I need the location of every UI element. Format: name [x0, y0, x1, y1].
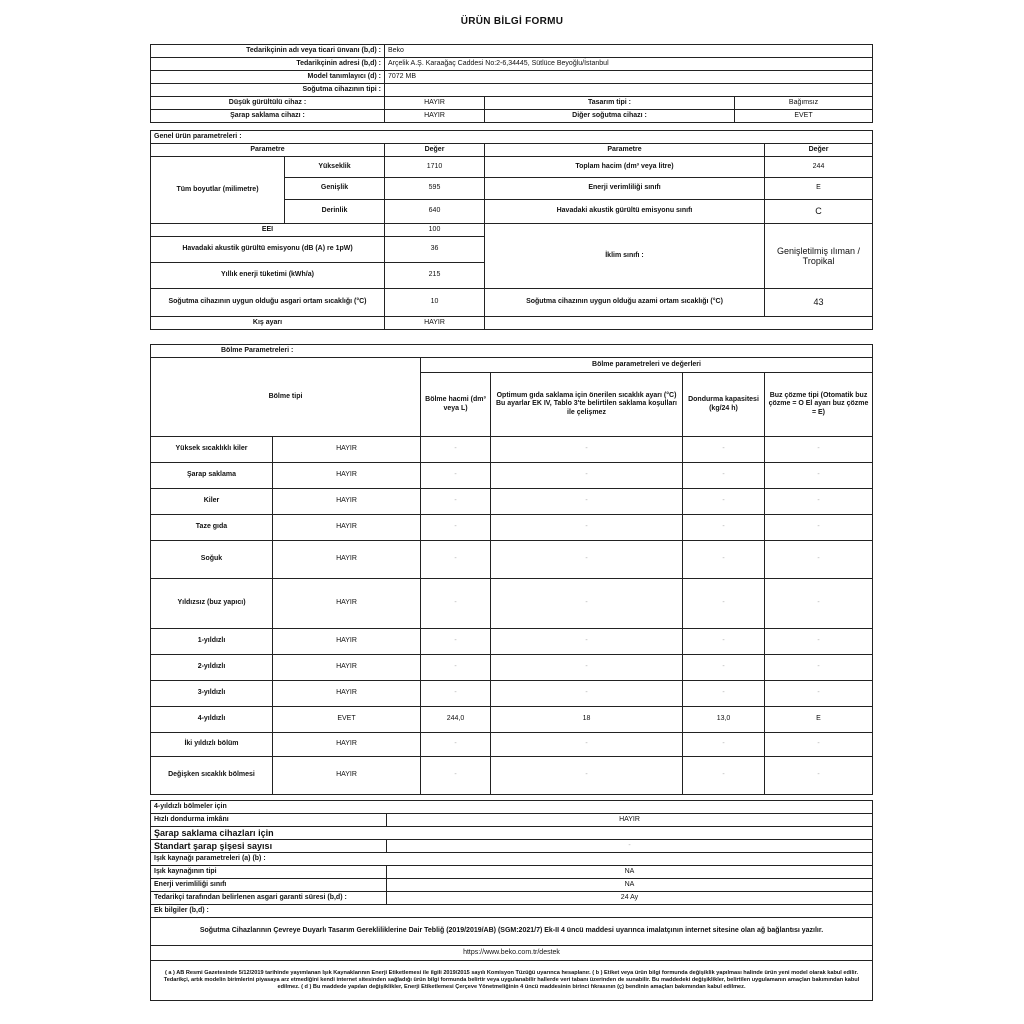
- wine-storage-heading: Şarap saklama cihazları için: [151, 827, 873, 840]
- footnote-text: ( a ) AB Resmi Gazetesinde 5/12/2019 tarihinde yayımlanan Işık Kaynaklarının Enerji Etiketlemesi ile ilgili 2019/2015 sayılı Komisyon Tüzüğü uyarınca hesaplanır. ( b ) Etiket veya ürün bilgi formunda değişiklik yapılması halinde ürün yeni model olarak kabul edilir. Tedarikçi, artık modelin birimlerini piyasaya arz etmediğini kendi internet sitesinden sağladığı ürün bilgi formunda belirtir veya uygulanabilir hallerde veri tabanı üzerinden de sunabilir. Bu maddedeki değişiklikler, belirtilen uygulamanın amaçları bakımından kabul edilmez. ( d ) Bu maddede yapılan değişiklikler, Enerji Etiketlemesi Çerçeve Yönetmeliğinin 4 üncü maddesinin birinci fıkrasının (ç) bendinin amaçları bakımından kabul edilmez.: [151, 961, 873, 1001]
- compartment-row: [151, 757, 873, 795]
- width-label: Genişlik: [285, 178, 385, 200]
- compartment-volume: -: [421, 757, 491, 795]
- compartment-defrost-type: -: [765, 629, 873, 655]
- compartment-row: [151, 541, 873, 579]
- compartment-freeze-header: Dondurma kapasitesi (kg/24 h): [683, 373, 765, 437]
- compartment-temperature: -: [491, 541, 683, 579]
- energy-class-value: E: [765, 178, 873, 200]
- min-ambient-temp-value: 10: [385, 289, 485, 317]
- compartment-row: [151, 629, 873, 655]
- total-volume-value: 244: [765, 157, 873, 178]
- compartment-row: [151, 681, 873, 707]
- wine-bottles-label: Standart şarap şişesi sayısı: [151, 840, 387, 853]
- light-source-type-label: Işık kaynağının tipi: [151, 866, 387, 879]
- compartment-defrost-type: -: [765, 489, 873, 515]
- compartment-temperature: -: [491, 629, 683, 655]
- model-value: 7072 MB: [385, 71, 873, 84]
- regulation-text: Soğutma Cihazlarının Çevreye Duyarlı Tasarım Gerekliliklerine Dair Tebliğ (2019/2019/AB) (SGM:2021/7) Ek-II 4 üncü maddesi uyarınca imalatçının internet sitesine olan ağ bağlantısı yazılır.: [151, 918, 873, 946]
- eei-label: EEI: [151, 224, 385, 237]
- compartment-volume: -: [421, 489, 491, 515]
- compartment-freeze-capacity: 13,0: [683, 707, 765, 733]
- compartment-temp-header: Optimum gıda saklama için önerilen sıcaklık ayarı (°C) Bu ayarlar EK IV, Tablo 3'te belirtilen saklama koşulları ile çelişmez: [491, 373, 683, 437]
- supplier-name-value: Beko: [385, 45, 873, 58]
- compartment-row: [151, 655, 873, 681]
- compartment-name: Şarap saklama: [151, 463, 273, 489]
- light-source-heading: Işık kaynağı parametreleri (a) (b) :: [151, 853, 873, 866]
- compartment-volume: -: [421, 681, 491, 707]
- climate-class-label: İklim sınıfı :: [485, 224, 765, 289]
- compartment-row: [151, 437, 873, 463]
- compartment-present: HAYIR: [273, 681, 421, 707]
- model-label: Model tanımlayıcı (d) :: [151, 71, 385, 84]
- low-noise-value: HAYIR: [385, 97, 485, 110]
- compartment-present: HAYIR: [273, 733, 421, 757]
- height-value: 1710: [385, 157, 485, 178]
- compartment-freeze-capacity: -: [683, 579, 765, 629]
- depth-value: 640: [385, 200, 485, 224]
- compartment-volume: -: [421, 579, 491, 629]
- depth-label: Derinlik: [285, 200, 385, 224]
- compartment-name: 1-yıldızlı: [151, 629, 273, 655]
- compartment-defrost-type: -: [765, 541, 873, 579]
- winter-setting-label: Kış ayarı: [151, 317, 385, 330]
- max-ambient-temp-label: Soğutma cihazının uygun olduğu azami ortam sıcaklığı (°C): [485, 289, 765, 317]
- compartment-table: [150, 344, 873, 795]
- additional-info-heading: Ek bilgiler (b,d) :: [151, 905, 873, 918]
- compartment-defrost-type: -: [765, 463, 873, 489]
- design-type-value: Bağımsız: [735, 97, 873, 110]
- compartment-defrost-type: -: [765, 437, 873, 463]
- compartment-defrost-type: -: [765, 733, 873, 757]
- warranty-label: Tedarikçi tarafından belirlenen asgari garanti süresi (b,d) :: [151, 892, 387, 905]
- max-ambient-temp-value: 43: [765, 289, 873, 317]
- compartment-type-header: Bölme tipi: [151, 358, 421, 437]
- compartment-temperature: -: [491, 489, 683, 515]
- compartment-defrost-type: -: [765, 757, 873, 795]
- param-header-right: Parametre: [485, 144, 765, 157]
- compartment-row: [151, 579, 873, 629]
- compartment-freeze-capacity: -: [683, 437, 765, 463]
- compartment-defrost-type: -: [765, 515, 873, 541]
- compartment-group-header: Bölme parametreleri ve değerleri: [421, 358, 873, 373]
- compartment-temperature: -: [491, 579, 683, 629]
- appliance-type-value: [385, 84, 873, 97]
- value-header-left: Değer: [385, 144, 485, 157]
- compartment-present: EVET: [273, 707, 421, 733]
- compartment-freeze-capacity: -: [683, 655, 765, 681]
- compartment-present: HAYIR: [273, 757, 421, 795]
- min-ambient-temp-label: Soğutma cihazının uygun olduğu asgari ortam sıcaklığı (°C): [151, 289, 385, 317]
- other-appliance-value: EVET: [735, 110, 873, 123]
- fast-freeze-label: Hızlı dondurma imkânı: [151, 814, 387, 827]
- light-energy-class-label: Enerji verimliliği sınıfı: [151, 879, 387, 892]
- param-header-left: Parametre: [151, 144, 385, 157]
- appliance-type-label: Soğutma cihazının tipi :: [151, 84, 385, 97]
- compartment-defrost-type: -: [765, 681, 873, 707]
- width-value: 595: [385, 178, 485, 200]
- low-noise-label: Düşük gürültülü cihaz :: [151, 97, 385, 110]
- noise-class-value: C: [765, 200, 873, 224]
- noise-emission-value: 36: [385, 237, 485, 263]
- compartment-temperature: -: [491, 733, 683, 757]
- supplier-table: [150, 44, 873, 123]
- wine-appliance-label: Şarap saklama cihazı :: [151, 110, 385, 123]
- compartment-name: Taze gıda: [151, 515, 273, 541]
- compartment-volume: -: [421, 629, 491, 655]
- compartment-temperature: -: [491, 655, 683, 681]
- design-type-label: Tasarım tipi :: [485, 97, 735, 110]
- compartment-present: HAYIR: [273, 463, 421, 489]
- four-star-heading: 4-yıldızlı bölmeler için: [151, 801, 873, 814]
- general-parameters-heading: Genel ürün parametreleri :: [151, 131, 873, 144]
- compartment-volume: -: [421, 437, 491, 463]
- climate-class-value: [765, 224, 873, 289]
- noise-emission-label: Havadaki akustik gürültü emisyonu (dB (A) re 1pW): [151, 237, 385, 263]
- wine-appliance-value: HAYIR: [385, 110, 485, 123]
- compartment-section-heading: Bölme Parametreleri :: [151, 345, 873, 358]
- energy-class-label: Enerji verimliliği sınıfı: [485, 178, 765, 200]
- compartment-freeze-capacity: -: [683, 463, 765, 489]
- total-volume-label: Toplam hacim (dm³ veya litre): [485, 157, 765, 178]
- compartment-temperature: 18: [491, 707, 683, 733]
- compartment-volume: -: [421, 655, 491, 681]
- compartment-volume: -: [421, 733, 491, 757]
- compartment-present: HAYIR: [273, 629, 421, 655]
- compartment-volume: -: [421, 541, 491, 579]
- compartment-freeze-capacity: -: [683, 489, 765, 515]
- compartment-rows: [151, 437, 873, 795]
- climate-class-line-2: Tropikal: [802, 256, 835, 266]
- wine-bottles-value: -: [387, 840, 873, 853]
- noise-class-label: Havadaki akustik gürültü emisyonu sınıfı: [485, 200, 765, 224]
- compartment-name: Yüksek sıcaklıklı kiler: [151, 437, 273, 463]
- winter-setting-blank: [485, 317, 873, 330]
- climate-class-line-1: Genişletilmiş ılıman /: [776, 245, 861, 256]
- compartment-row: [151, 707, 873, 733]
- compartment-present: HAYIR: [273, 515, 421, 541]
- compartment-present: HAYIR: [273, 489, 421, 515]
- compartment-present: HAYIR: [273, 437, 421, 463]
- compartment-present: HAYIR: [273, 655, 421, 681]
- compartment-row: [151, 463, 873, 489]
- compartment-temperature: -: [491, 437, 683, 463]
- compartment-temperature: -: [491, 463, 683, 489]
- compartment-temperature: -: [491, 757, 683, 795]
- compartment-freeze-capacity: -: [683, 757, 765, 795]
- compartment-defrost-header: Buz çözme tipi (Otomatik buz çözme = O El ayarı buz çözme = E): [765, 373, 873, 437]
- compartment-volume: -: [421, 515, 491, 541]
- compartment-name: İki yıldızlı bölüm: [151, 733, 273, 757]
- support-url[interactable]: https://www.beko.com.tr/destek: [151, 946, 873, 961]
- compartment-name: 4-yıldızlı: [151, 707, 273, 733]
- compartment-freeze-capacity: -: [683, 733, 765, 757]
- winter-setting-value: HAYIR: [385, 317, 485, 330]
- supplier-address-value: Arçelik A.Ş. Karaağaç Caddesi No:2-6,34445, Sütlüce Beyoğlu/İstanbul: [385, 58, 873, 71]
- compartment-freeze-capacity: -: [683, 629, 765, 655]
- compartment-name: Soğuk: [151, 541, 273, 579]
- compartment-freeze-capacity: -: [683, 541, 765, 579]
- form-title: ÜRÜN BİLGİ FORMU: [460, 16, 564, 27]
- compartment-name: Kiler: [151, 489, 273, 515]
- compartment-temperature: -: [491, 515, 683, 541]
- value-header-right: Değer: [765, 144, 873, 157]
- compartment-volume: -: [421, 463, 491, 489]
- compartment-name: Yıldızsız (buz yapıcı): [151, 579, 273, 629]
- other-appliance-label: Diğer soğutma cihazı :: [485, 110, 735, 123]
- compartment-row: [151, 733, 873, 757]
- dimensions-label: Tüm boyutlar (milimetre): [151, 157, 285, 224]
- compartment-name: 2-yıldızlı: [151, 655, 273, 681]
- compartment-row: [151, 515, 873, 541]
- general-parameters-table: [150, 130, 873, 330]
- warranty-value: 24 Ay: [387, 892, 873, 905]
- annual-energy-value: 215: [385, 263, 485, 289]
- compartment-volume-header: Bölme hacmi (dm³ veya L): [421, 373, 491, 437]
- compartment-name: Değişken sıcaklık bölmesi: [151, 757, 273, 795]
- additional-info-table: [150, 800, 873, 1001]
- compartment-row: [151, 489, 873, 515]
- supplier-name-label: Tedarikçinin adı veya ticari ünvanı (b,d) :: [151, 45, 385, 58]
- compartment-temperature: -: [491, 681, 683, 707]
- light-source-type-value: NA: [387, 866, 873, 879]
- supplier-address-label: Tedarikçinin adresi (b,d) :: [151, 58, 385, 71]
- compartment-volume: 244,0: [421, 707, 491, 733]
- annual-energy-label: Yıllık enerji tüketimi (kWh/a): [151, 263, 385, 289]
- compartment-freeze-capacity: -: [683, 681, 765, 707]
- compartment-defrost-type: -: [765, 579, 873, 629]
- compartment-defrost-type: -: [765, 655, 873, 681]
- compartment-freeze-capacity: -: [683, 515, 765, 541]
- compartment-present: HAYIR: [273, 541, 421, 579]
- eei-value: 100: [385, 224, 485, 237]
- compartment-defrost-type: E: [765, 707, 873, 733]
- compartment-present: HAYIR: [273, 579, 421, 629]
- fast-freeze-value: HAYIR: [387, 814, 873, 827]
- light-energy-class-value: NA: [387, 879, 873, 892]
- compartment-name: 3-yıldızlı: [151, 681, 273, 707]
- height-label: Yükseklik: [285, 157, 385, 178]
